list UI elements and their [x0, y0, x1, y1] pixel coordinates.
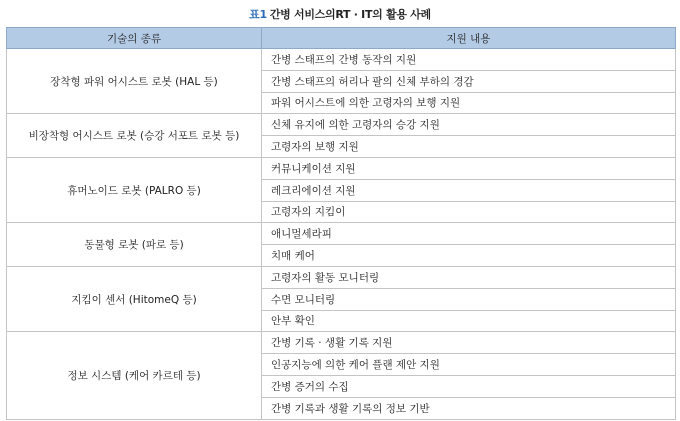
support-item-cell: 수면 모니터링	[262, 288, 676, 310]
table-row	[7, 223, 676, 245]
support-item-cell: 간병 기록 · 생활 기록 지원	[262, 332, 676, 354]
support-item-cell: 커뮤니케이션 지원	[262, 157, 676, 179]
caption-number: 표1	[249, 8, 267, 21]
support-item-cell: 간병 스태프의 허리나 팔의 신체 부하의 경감	[262, 70, 676, 92]
support-item-cell: 고령자의 보행 지원	[262, 136, 676, 158]
technology-category-cell: 비장착형 어시스트 로봇 (승강 서포트 로봇 등)	[7, 114, 262, 158]
technology-category-cell: 휴머노이드 로봇 (PALRO 등)	[7, 157, 262, 222]
table-body	[7, 49, 676, 420]
table-row	[7, 332, 676, 354]
table-row	[7, 114, 676, 136]
support-item-cell: 간병 기록과 생활 기록의 정보 기반	[262, 397, 676, 419]
support-item-cell: 인공지능에 의한 케어 플랜 제안 지원	[262, 354, 676, 376]
support-item-cell: 치매 케어	[262, 245, 676, 267]
header-technology-type: 기술의 종류	[7, 28, 262, 49]
support-item-cell: 간병 스태프의 간병 동작의 지원	[262, 49, 676, 71]
support-item-cell: 레크리에이션 지원	[262, 179, 676, 201]
technology-category-cell: 지킴이 센서 (HitomeQ 등)	[7, 266, 262, 331]
table-caption	[0, 6, 680, 22]
technology-category-cell: 정보 시스템 (케어 카르테 등)	[7, 332, 262, 419]
care-technology-table	[6, 27, 676, 420]
support-item-cell: 파워 어시스트에 의한 고령자의 보행 지원	[262, 92, 676, 114]
caption-title: 간병 서비스의RT · IT의 활용 사례	[269, 8, 431, 21]
support-item-cell: 신체 유지에 의한 고령자의 승강 지원	[262, 114, 676, 136]
table-row	[7, 266, 676, 288]
support-item-cell: 고령자의 활동 모니터링	[262, 266, 676, 288]
technology-category-cell: 동물형 로봇 (파로 등)	[7, 223, 262, 267]
technology-category-cell: 장착형 파워 어시스트 로봇 (HAL 등)	[7, 49, 262, 114]
header-row	[7, 28, 676, 49]
table-row	[7, 157, 676, 179]
support-item-cell: 간병 증거의 수집	[262, 375, 676, 397]
support-item-cell: 고령자의 지킴이	[262, 201, 676, 223]
table-row	[7, 49, 676, 71]
support-item-cell: 애니멀세라피	[262, 223, 676, 245]
header-support-content: 지원 내용	[262, 28, 676, 49]
support-item-cell: 안부 확인	[262, 310, 676, 332]
